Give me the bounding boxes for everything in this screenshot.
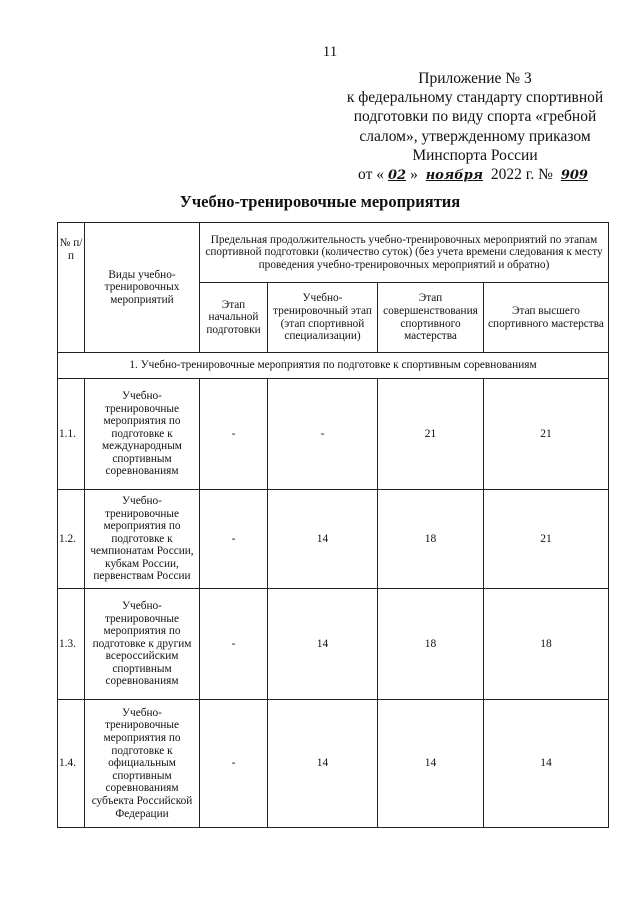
row-value: 14	[268, 589, 378, 700]
header-stage: Этап начальной подготовки	[200, 283, 268, 353]
row-value: 14	[484, 700, 609, 828]
row-value: 18	[378, 490, 484, 589]
row-value: 14	[378, 700, 484, 828]
header-stage: Этап высшего спортивного мастерства	[484, 283, 609, 353]
row-name: Учебно-тренировочные мероприятия по подготовке к официальным спортивным соревнованиям субъекта Российской Федерации	[85, 700, 200, 828]
order-number: 909	[560, 168, 588, 184]
row-value: 14	[268, 490, 378, 589]
header-stage: Учебно-тренировочный этап (этап спортивной специализации)	[268, 283, 378, 353]
page-number: 11	[322, 44, 338, 60]
table-row	[58, 490, 609, 589]
row-value: -	[200, 589, 268, 700]
row-value: -	[268, 379, 378, 490]
appendix-line: подготовки по виду спорта «гребной	[353, 108, 597, 126]
row-value: 18	[484, 589, 609, 700]
header-num: № п/п	[58, 223, 85, 353]
row-value: -	[200, 700, 268, 828]
row-name: Учебно-тренировочные мероприятия по подготовке к международным спортивным соревнованиям	[85, 379, 200, 490]
header-stage: Этап совершенствования спортивного мастерства	[378, 283, 484, 353]
appendix-block	[340, 69, 610, 185]
appendix-line: Минспорта России	[412, 146, 538, 164]
row-value: -	[200, 379, 268, 490]
table-row	[58, 379, 609, 490]
row-num: 1.1.	[58, 379, 85, 490]
date-prefix: от «	[358, 166, 384, 184]
row-value: -	[200, 490, 268, 589]
section-row	[58, 353, 609, 379]
table-row	[58, 700, 609, 828]
date-year: 2022 г. №	[490, 166, 553, 184]
row-value: 21	[378, 379, 484, 490]
appendix-date-line	[340, 165, 610, 185]
header-duration: Предельная продолжительность учебно-тренировочных мероприятий по этапам спортивной подготовки (количество суток) (без учета времени следования к месту проведения учебно-тренировочных мероприятий и обратно)	[200, 223, 609, 283]
row-value: 21	[484, 379, 609, 490]
row-name: Учебно-тренировочные мероприятия по подготовке к чемпионатам России, кубкам России, первенствам России	[85, 490, 200, 589]
row-value: 14	[268, 700, 378, 828]
events-table	[57, 222, 609, 828]
table-header-row	[58, 223, 609, 283]
section-title: 1. Учебно-тренировочные мероприятия по подготовке к спортивным соревнованиям	[58, 353, 609, 379]
row-num: 1.3.	[58, 589, 85, 700]
row-num: 1.4.	[58, 700, 85, 828]
document-title: Учебно-тренировочные мероприятия	[179, 192, 461, 211]
appendix-line: слалом», утвержденному приказом	[359, 127, 591, 145]
row-num: 1.2.	[58, 490, 85, 589]
header-types: Виды учебно-тренировочных мероприятий	[85, 223, 200, 353]
date-day: 02	[387, 168, 407, 184]
date-mid: »	[410, 166, 418, 184]
row-value: 18	[378, 589, 484, 700]
date-month: ноября	[425, 168, 484, 184]
table-row	[58, 589, 609, 700]
row-value: 21	[484, 490, 609, 589]
appendix-line: к федеральному стандарту спортивной	[346, 89, 604, 107]
row-name: Учебно-тренировочные мероприятия по подготовке к другим всероссийским спортивным соревнованиям	[85, 589, 200, 700]
appendix-line: Приложение № 3	[418, 70, 532, 87]
